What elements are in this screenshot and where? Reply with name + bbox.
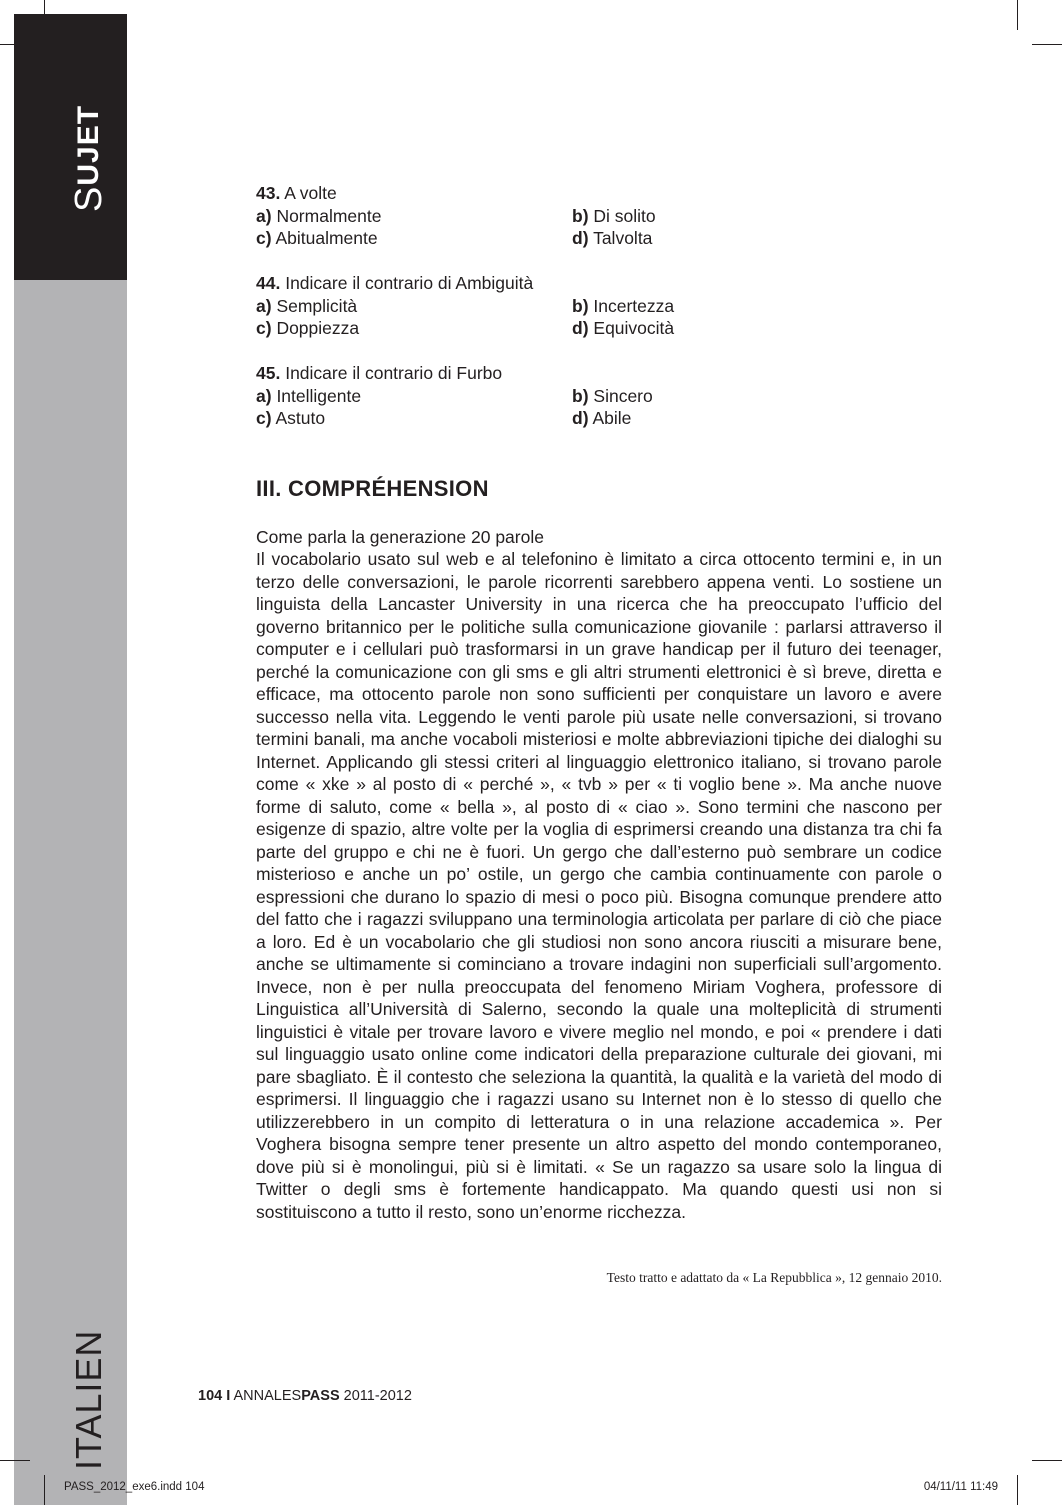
subject-label: ITALIEN (68, 1329, 109, 1470)
crop-mark (1017, 0, 1018, 30)
crop-mark (1032, 1460, 1062, 1461)
option-d: d) Talvolta (572, 228, 653, 248)
footer-separator: I (226, 1388, 231, 1404)
section-label: SUJET (68, 104, 110, 212)
crop-mark (1032, 44, 1062, 45)
article-source: Testo tratto e adattato da « La Repubblica », 12 gennaio 2010. (606, 1270, 942, 1285)
option-a: a) Intelligente (256, 385, 362, 406)
question-43 (256, 182, 756, 250)
page-number: 104 (198, 1388, 223, 1404)
option-c: c) Abitualmente (256, 228, 378, 248)
question-prompt: Indicare il contrario di Furbo (285, 363, 503, 383)
print-slug-file: PASS_2012_exe6.indd 104 (64, 1481, 205, 1493)
article-body: Il vocabolario usato sul web e al telefonino è limitato a circa ottocento termini e, in un terzo delle conversazioni, le parole ricorrenti sarebbero appena venti. Lo sostiene un linguista della Lancaster University in una ricerca che ha preoccupato l’ufficio del governo britannico per le politiche sulla comunicazione giovanile : parlarsi attraverso il computer e i cellulari può trasformarsi in un grave handicap per il futuro dei teenager, perché la comunicazione con gli sms e gli altri strumenti elettronici è sì breve, diretta e efficace, ma ottocento parole non sono sufficienti per conquistare un lavoro e avere successo nella vita. Leggendo le venti parole più usate nelle conversazioni, si trovano termini banali, ma anche vocaboli misteriosi e molte abbreviazioni tipiche dei dialoghi su Internet. Applicando gli stessi criteri al linguaggio elettronico italiano, si trovano parole come « xke » al posto di « perché », « tvb » per « ti voglio bene ». Ma anche nuove forme di saluto, come « bella », al posto di « ciao ». Sono termini che nascono per esigenze di spazio, altre volte per la voglia di esprimersi creando una distanza tra chi fa parte del gruppo e chi ne è fuori. Un gergo che dall’esterno può sembrare un codice misterioso e anche un po’ ostile, un gergo che cambia continuamente con parole o espressioni che durano lo spazio di mesi o poco più. Bisogna comunque prendere atto del fatto che i ragazzi sviluppano una terminologia articolata per parlare di ciò che piace a loro. Ed è un vocabolario che gli studiosi non sono ancora riusciti a misurare bene, anche se ultimamente si cominciano a trovare indagini non superficiali sull’argomento. Invece, non è per nulla preoccupata del fenomeno Miriam Voghera, professore di Linguistica all’Università di Salerno, secondo la quale una molteplicità di strumenti linguistici è vitale per trovare lavoro e vivere meglio nel mondo, e poi « prendere i dati sul linguaggio usato online come indicatori della preparazione culturale dei giovani, mi pare sbagliato. È il contesto che seleziona la quantità, la qualità e la varietà del modo di esprimersi. Il linguaggio che i ragazzi usano su Internet non è lo stesso di quello che utilizzerebbero in un compito di letteratura o in una relazione accademica ». Per Voghera bisogna sempre tener presente un altro aspetto del mondo contemporaneo, dove più si è monolingui, più si è limitati. « Se un ragazzo sa usare solo la lingua di Twitter o degli sms è fortemente handicappato. Ma quando questi usi non si sostituiscono a tutto il resto, sono un’enorme ricchezza. (256, 549, 942, 1222)
option-a: a) Normalmente (256, 205, 382, 226)
question-number: 43. (256, 183, 281, 203)
article-title: Come parla la generazione 20 parole (256, 527, 544, 547)
footer-annales: ANNALES (233, 1388, 302, 1404)
crop-mark (44, 1475, 45, 1505)
question-number: 44. (256, 273, 281, 293)
question-prompt: Indicare il contrario di Ambiguità (285, 273, 534, 293)
crop-mark (0, 1460, 30, 1461)
page-footer (198, 1388, 412, 1404)
question-prompt: A volte (284, 183, 337, 203)
option-b: b) Di solito (572, 205, 656, 226)
footer-brand: PASS (301, 1388, 340, 1404)
option-d: d) Equivocità (572, 318, 675, 338)
print-slug-datetime: 04/11/11 11:49 (923, 1481, 998, 1493)
option-d: d) Abile (572, 408, 632, 428)
question-number: 45. (256, 363, 281, 383)
crop-mark (1017, 1475, 1018, 1505)
crop-mark (44, 0, 45, 30)
crop-mark (0, 44, 30, 45)
footer-years: 2011-2012 (343, 1388, 412, 1404)
question-44 (256, 272, 756, 340)
option-c: c) Astuto (256, 408, 326, 428)
option-c: c) Doppiezza (256, 318, 360, 338)
section-heading: III. COMPRÉHENSION (256, 476, 489, 501)
option-b: b) Sincero (572, 385, 653, 406)
question-45 (256, 362, 756, 430)
option-a: a) Semplicità (256, 295, 358, 316)
option-b: b) Incertezza (572, 295, 675, 316)
